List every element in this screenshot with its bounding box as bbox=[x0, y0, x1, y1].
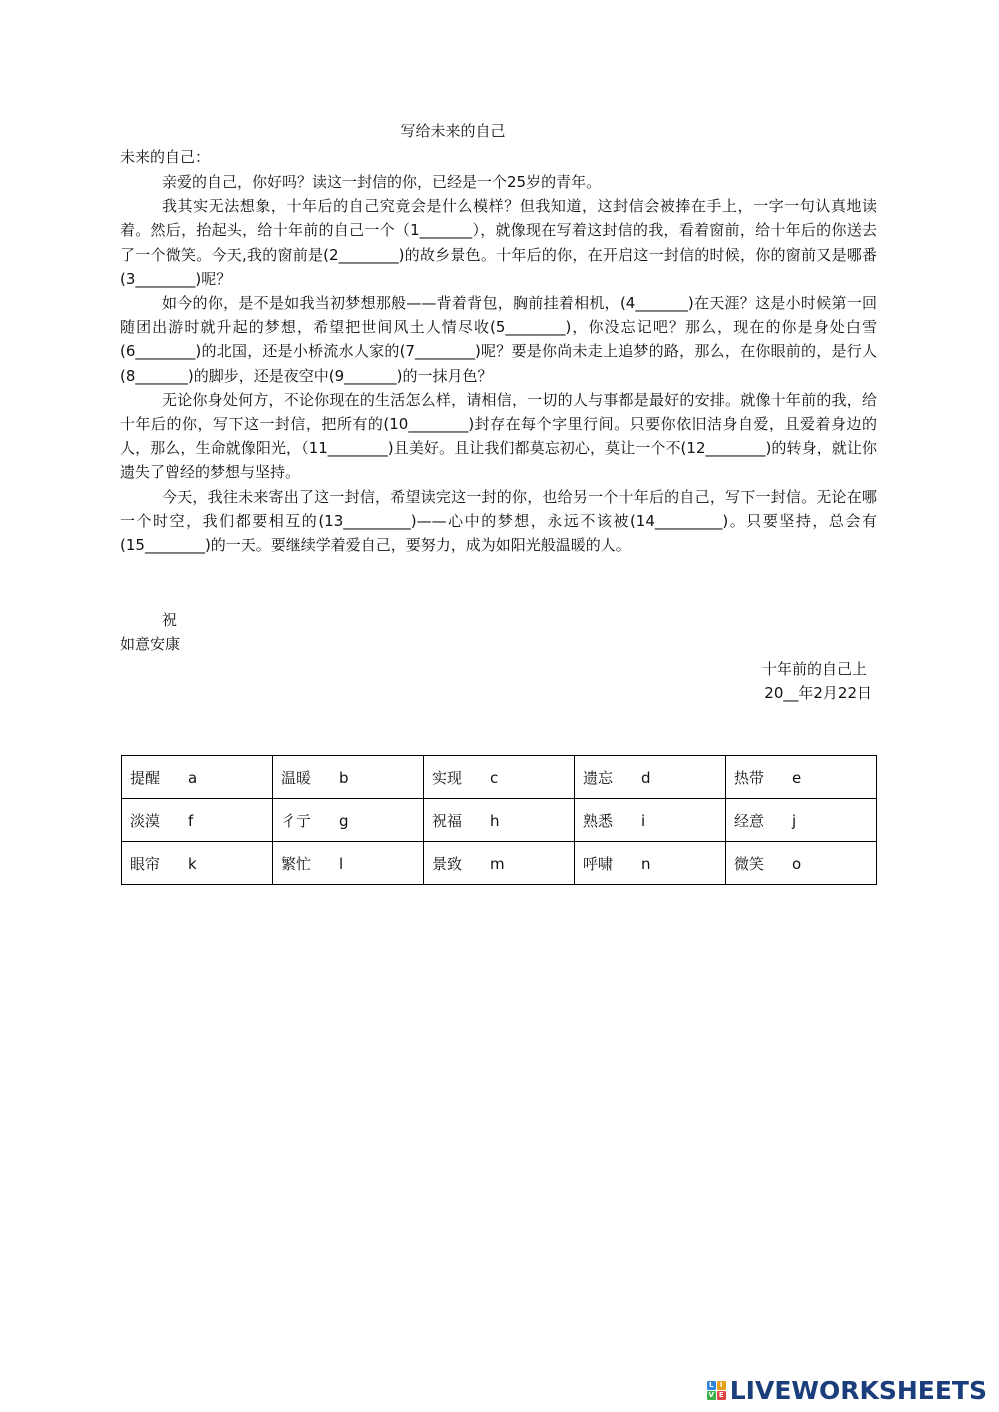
letter-body bbox=[120, 170, 877, 557]
word-bank-word: 热带 bbox=[734, 768, 765, 787]
signature-from: 十年前的自己上 bbox=[761, 660, 867, 678]
word-bank-word: 繁忙 bbox=[281, 854, 312, 873]
word-bank-row bbox=[122, 756, 877, 799]
logo-text: LIVEWORKSHEETS bbox=[729, 1375, 987, 1405]
logo-mark-icon bbox=[707, 1381, 726, 1400]
paragraph-3: 如今的你，是不是如我当初梦想那般——背着背包，胸前挂着相机，(4_______)在天涯？这是小时候第一回随团出游时就升起的梦想，希望把世间风土人情尽收(5________)，你没忘记吧？那么，现在的你是身处白雪(6________)的北国，还是小桥流水人家的(7________)呢？要是你尚未走上追梦的路，那么，在你眼前的，是行人(8_______)的脚步，还是夜空中(9_______)的一抹月色？ bbox=[120, 294, 877, 385]
word-bank-letter: n bbox=[641, 854, 651, 873]
word-bank-table bbox=[121, 755, 877, 885]
word-bank-letter: l bbox=[339, 854, 344, 873]
logo-mark-l: L bbox=[707, 1381, 716, 1390]
word-bank-row bbox=[122, 799, 877, 842]
word-bank-cell bbox=[122, 756, 273, 799]
word-bank-word: 呼啸 bbox=[583, 854, 614, 873]
logo-mark-e: E bbox=[717, 1391, 726, 1400]
word-bank-letter: a bbox=[188, 768, 198, 787]
paragraph-2: 我其实无法想象，十年后的自己究竟会是什么模样？但我知道，这封信会被捧在手上，一字一句认真地读着。然后，抬起头，给十年前的自己一个（1_______），就像现在写着这封信的我，看着窗前，给十年后的你送去了一个微笑。今天,我的窗前是(2________)的故乡景色。十年后的你，在开启这一封信的时候，你的窗前又是哪番(3________)呢？ bbox=[120, 197, 877, 288]
word-bank-cell bbox=[726, 842, 877, 885]
word-bank-word: 遗忘 bbox=[583, 768, 614, 787]
word-bank-word: 微笑 bbox=[734, 854, 765, 873]
word-bank-letter: o bbox=[792, 854, 802, 873]
signature-date: 20__年2月22日 bbox=[764, 684, 872, 702]
word-bank-letter: k bbox=[188, 854, 197, 873]
word-bank-word: 祝福 bbox=[432, 811, 463, 830]
word-bank-cell bbox=[122, 799, 273, 842]
word-bank-cell bbox=[273, 799, 424, 842]
word-bank-letter: e bbox=[792, 768, 802, 787]
word-bank-word: 景致 bbox=[432, 854, 463, 873]
word-bank-row bbox=[122, 842, 877, 885]
liveworksheets-logo bbox=[707, 1374, 987, 1406]
logo-mark-i: I bbox=[717, 1381, 726, 1390]
word-bank-letter: d bbox=[641, 768, 651, 787]
word-bank-letter: j bbox=[792, 811, 797, 830]
closing-wish: 如意安康 bbox=[120, 635, 181, 653]
word-bank-letter: i bbox=[641, 811, 646, 830]
word-bank-word: 提醒 bbox=[130, 768, 161, 787]
logo-mark-v: V bbox=[708, 1390, 714, 1399]
word-bank-letter: c bbox=[490, 768, 499, 787]
paragraph-1: 亲爱的自己，你好吗？读这一封信的你，已经是一个25岁的青年。 bbox=[162, 173, 602, 191]
word-bank-word: 实现 bbox=[432, 768, 463, 787]
closing-zhu: 祝 bbox=[162, 611, 178, 629]
word-bank-letter: h bbox=[490, 811, 500, 830]
word-bank-cell bbox=[424, 842, 575, 885]
word-bank-letter: g bbox=[339, 811, 349, 830]
word-bank-cell bbox=[726, 799, 877, 842]
word-bank-cell bbox=[424, 799, 575, 842]
letter-title: 写给未来的自己 bbox=[400, 122, 506, 140]
salutation: 未来的自己： bbox=[120, 148, 211, 166]
word-bank-word: 淡漠 bbox=[130, 811, 161, 830]
word-bank-cell bbox=[273, 756, 424, 799]
word-bank-cell bbox=[424, 756, 575, 799]
word-bank-letter: f bbox=[188, 811, 194, 830]
word-bank-cell bbox=[575, 842, 726, 885]
word-bank-word: 彳亍 bbox=[281, 811, 312, 830]
word-bank-cell bbox=[273, 842, 424, 885]
word-bank-word: 温暖 bbox=[281, 768, 312, 787]
word-bank-word: 经意 bbox=[734, 811, 765, 830]
word-bank-letter: m bbox=[490, 854, 505, 873]
word-bank-cell bbox=[122, 842, 273, 885]
word-bank-word: 熟悉 bbox=[583, 811, 614, 830]
word-bank-cell bbox=[726, 756, 877, 799]
word-bank-letter: b bbox=[339, 768, 349, 787]
paragraph-4: 无论你身处何方，不论你现在的生活怎么样，请相信，一切的人与事都是最好的安排。就像十年前的我，给十年后的你，写下这一封信，把所有的(10________)封存在每个字里行间。只要你依旧洁身自爱，且爱着身边的人，那么，生命就像阳光，（11________)且美好。且让我们都莫忘初心，莫让一个不(12________)的转身，就让你遗失了曾经的梦想与坚持。 bbox=[120, 390, 877, 482]
word-bank-cell bbox=[575, 799, 726, 842]
paragraph-5: 今天，我往未来寄出了这一封信，希望读完这一封的你，也给另一个十年后的自己，写下一封信。无论在哪一个时空，我们都要相互的(13_________)——心中的梦想，永远不该被(14_________)。只要坚持，总会有(15________)的一天。要继续学着爱自己，要努力，成为如阳光般温暖的人。 bbox=[120, 487, 877, 555]
word-bank-word: 眼帘 bbox=[130, 854, 161, 873]
word-bank-cell bbox=[575, 756, 726, 799]
